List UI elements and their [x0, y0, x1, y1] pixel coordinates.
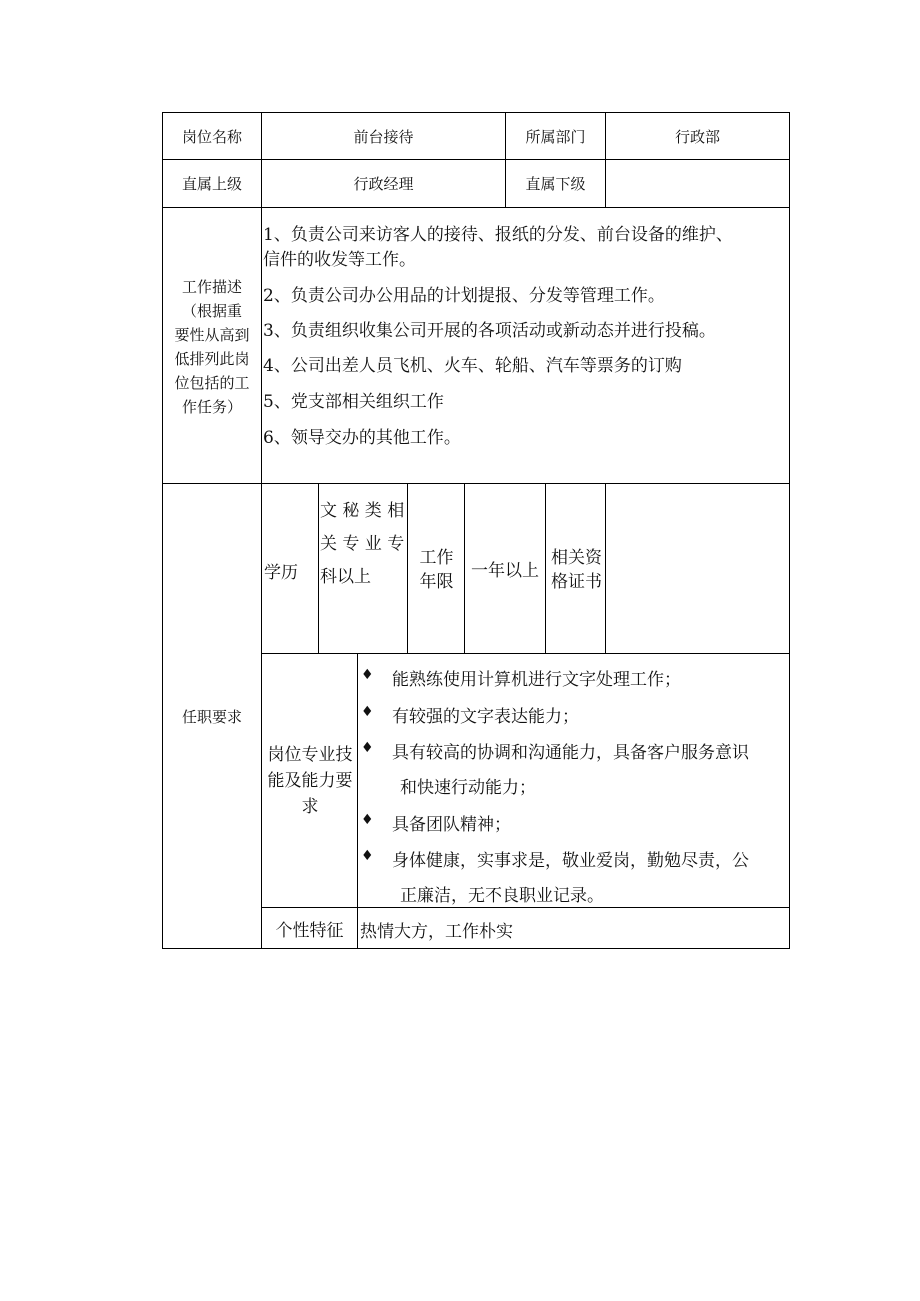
requirements-label: 任职要求: [181, 707, 242, 726]
skills-label: 岗位专业技 能及能力要 求: [267, 745, 353, 817]
duty-item: 4、公司出差人员飞机、火车、轮船、汽车等票务的订购: [263, 356, 682, 376]
bullet-diamond-icon: ♦: [361, 812, 374, 828]
subordinate-label: 直属下级: [525, 175, 586, 193]
skill-item: 有较强的文字表达能力；: [392, 707, 579, 727]
duty-item: 1、负责公司来访客人的接待、报纸的分发、前台设备的维护、: [263, 225, 733, 245]
duty-item: 2、负责公司办公用品的计划提报、分发等管理工作。: [263, 286, 665, 306]
bullet-diamond-icon: ♦: [361, 848, 374, 864]
education-label: 学历: [264, 563, 298, 583]
certificate-value: [605, 483, 790, 654]
superior-label: 直属上级: [181, 175, 242, 193]
subordinate-value: [605, 159, 790, 208]
work-description-label: 工作描述 （根据重 要性从高到 低排列此岗 位包括的工 作任务）: [174, 278, 250, 416]
work-years-value: 一年以上: [471, 561, 539, 581]
table-border: [318, 483, 319, 654]
position-name-label: 岗位名称: [181, 127, 242, 146]
duty-item: 信件的收发等工作。: [263, 250, 416, 270]
skill-item: 正廉洁，无不良职业记录。: [400, 886, 604, 906]
skill-item: 具有较高的协调和沟通能力，具备客户服务意识: [392, 743, 749, 763]
bullet-diamond-icon: ♦: [361, 704, 374, 720]
personality-label: 个性特征: [275, 920, 344, 941]
superior-value: 行政经理: [353, 175, 414, 193]
work-years-label: 工作 年限: [419, 548, 454, 592]
skill-item: 具备团队精神；: [392, 815, 511, 835]
education-value: 文 秘 类 相 关 专 业 专 科以上: [320, 501, 405, 587]
bullet-diamond-icon: ♦: [361, 740, 374, 756]
department-label: 所属部门: [525, 127, 586, 146]
position-name-value: 前台接待: [353, 127, 414, 146]
personality-value: 热情大方，工作朴实: [360, 922, 513, 942]
department-value: 行政部: [674, 127, 720, 146]
duty-item: 5、党支部相关组织工作: [263, 392, 444, 412]
skill-item: 身体健康，实事求是，敬业爱岗，勤勉尽责，公: [392, 851, 749, 871]
bullet-diamond-icon: ♦: [361, 667, 374, 683]
duty-item: 6、领导交办的其他工作。: [263, 428, 461, 448]
skill-item: 和快速行动能力；: [400, 778, 536, 798]
skill-item: 能熟练使用计算机进行文字处理工作；: [392, 670, 681, 690]
certificate-label: 相关资 格证书: [551, 548, 602, 592]
duty-item: 3、负责组织收集公司开展的各项活动或新动态并进行投稿。: [263, 321, 716, 341]
